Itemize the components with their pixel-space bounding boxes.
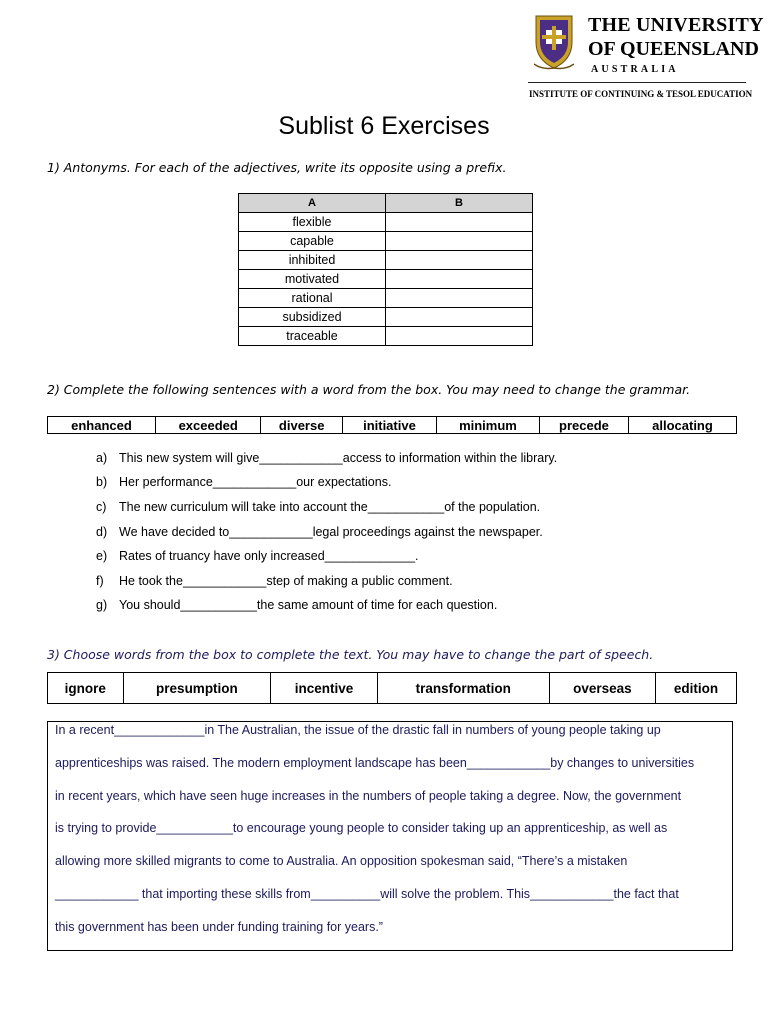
section1-instruction: 1) Antonyms. For each of the adjectives, write its opposite using a prefix.: [47, 160, 507, 175]
answer-cell[interactable]: [386, 289, 533, 308]
adjective-cell: motivated: [239, 270, 386, 289]
sentence-letter: f): [96, 574, 104, 588]
word-box-item: incentive: [271, 673, 377, 704]
table-row: [239, 327, 533, 346]
sentence-text-after: our expectations.: [296, 475, 392, 489]
word-box-item: diverse: [261, 417, 342, 434]
word-box-section2: [47, 416, 737, 434]
sentence-item: [96, 500, 540, 514]
word-box-item: exceeded: [155, 417, 260, 434]
sentence-letter: c): [96, 500, 107, 514]
sentence-item: [96, 598, 497, 612]
word-box-item: enhanced: [48, 417, 156, 434]
passage-line: is trying to provide___________to encourage young people to consider taking up an apprenticeship, as well as: [55, 821, 668, 835]
section3-instruction: 3) Choose words from the box to complete the text. You may have to change the part of speech.: [47, 647, 654, 662]
university-name-line2: OF QUEENSLAND: [588, 38, 759, 60]
adjective-cell: traceable: [239, 327, 386, 346]
word-box-item: transformation: [377, 673, 549, 704]
adjective-cell: rational: [239, 289, 386, 308]
sentence-item: [96, 475, 391, 489]
answer-cell[interactable]: [386, 327, 533, 346]
sentence-blank[interactable]: ____________: [259, 451, 343, 465]
word-box-item: edition: [656, 673, 737, 704]
sentence-text-after: .: [415, 549, 419, 563]
word-box-item: ignore: [48, 673, 124, 704]
table-row: [239, 270, 533, 289]
sentence-blank[interactable]: ____________: [229, 525, 313, 539]
answer-cell[interactable]: [386, 308, 533, 327]
sentence-item: [96, 451, 557, 465]
sentence-blank[interactable]: ___________: [180, 598, 257, 612]
table-row: [239, 213, 533, 232]
sentence-text-before: We have decided to: [119, 525, 230, 539]
header-divider: [528, 82, 746, 83]
answer-cell[interactable]: [386, 270, 533, 289]
sentence-text-after: access to information within the library.: [342, 451, 558, 465]
passage-line: ____________ that importing these skills from__________will solve the problem. This____________the fact that: [55, 887, 679, 901]
adjective-cell: inhibited: [239, 251, 386, 270]
passage-line: In a recent_____________in The Australian, the issue of the drastic fall in numbers of young people taking up: [55, 723, 661, 737]
sentence-text-after: of the population.: [444, 500, 541, 514]
section2-instruction: 2) Complete the following sentences with a word from the box. You may need to change the grammar.: [47, 382, 691, 397]
word-box-item: overseas: [549, 673, 655, 704]
sentence-letter: a): [96, 451, 108, 465]
sentence-text-before: He took the: [119, 574, 183, 588]
table-row: [239, 289, 533, 308]
word-box-item: allocating: [628, 417, 736, 434]
sentence-letter: g): [96, 598, 108, 612]
sentence-item: [96, 549, 419, 563]
word-box-item: initiative: [342, 417, 436, 434]
sentence-letter: e): [96, 549, 108, 563]
passage-line: this government has been under funding training for years.”: [55, 920, 383, 934]
adjective-cell: subsidized: [239, 308, 386, 327]
sentence-blank[interactable]: ____________: [212, 475, 297, 489]
word-box-section3: [47, 672, 737, 704]
word-box-item: minimum: [437, 417, 540, 434]
sentence-text-before: This new system will give: [119, 451, 260, 465]
cloze-passage: [47, 721, 733, 951]
sentence-item: [96, 574, 453, 588]
adjective-cell: capable: [239, 232, 386, 251]
sentence-item: [96, 525, 543, 539]
institute-name: INSTITUTE OF CONTINUING & TESOL EDUCATION: [529, 89, 753, 99]
university-country: AUSTRALIA: [591, 64, 679, 75]
sentence-text-before: You should: [119, 598, 181, 612]
column-header-a: A: [239, 194, 386, 213]
table-row: [239, 251, 533, 270]
sentence-blank[interactable]: ____________: [182, 574, 267, 588]
sentence-text-before: The new curriculum will take into account the: [119, 500, 368, 514]
passage-line: apprenticeships was raised. The modern employment landscape has been____________by changes to universities: [55, 756, 695, 770]
column-header-b: B: [386, 194, 533, 213]
sentence-letter: d): [96, 525, 108, 539]
sentence-text-after: step of making a public comment.: [266, 574, 453, 588]
sentence-text-after: legal proceedings against the newspaper.: [312, 525, 543, 539]
answer-cell[interactable]: [386, 251, 533, 270]
page-title: Sublist 6 Exercises: [278, 112, 490, 140]
adjective-cell: flexible: [239, 213, 386, 232]
passage-line: allowing more skilled migrants to come to Australia. An opposition spokesman said, “There’s a mistaken: [55, 854, 628, 868]
table-row: [239, 308, 533, 327]
answer-cell[interactable]: [386, 232, 533, 251]
antonyms-table: [238, 193, 533, 346]
antonyms-table-header: [239, 194, 533, 213]
sentence-blank[interactable]: ___________: [367, 500, 445, 514]
university-name-line1: THE UNIVERSITY: [588, 14, 764, 36]
sentence-text-before: Her performance: [119, 475, 213, 489]
university-crest-logo: [534, 14, 574, 70]
answer-cell[interactable]: [386, 213, 533, 232]
sentence-letter: b): [96, 475, 108, 489]
passage-line: in recent years, which have seen huge increases in the numbers of people taking a degree. Now, the government: [55, 789, 682, 803]
word-box-item: presumption: [123, 673, 271, 704]
word-box-item: precede: [539, 417, 628, 434]
table-row: [239, 232, 533, 251]
sentence-blank[interactable]: _____________: [324, 549, 416, 563]
sentence-text-before: Rates of truancy have only increased: [119, 549, 325, 563]
sentence-text-after: the same amount of time for each question.: [256, 598, 498, 612]
